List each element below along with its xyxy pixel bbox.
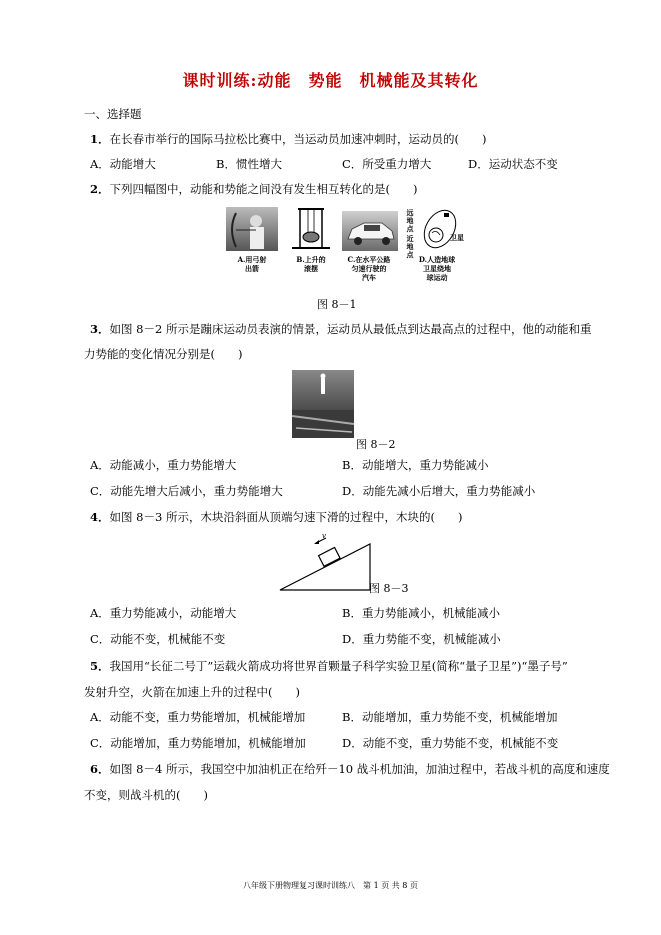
question-number: 6． bbox=[90, 762, 110, 776]
figure-caption-a: A.用弓射 出箭 bbox=[237, 255, 267, 273]
car-icon bbox=[342, 211, 398, 251]
figure-caption-c: C.在水平公路 匀速行驶的 汽车 bbox=[347, 255, 391, 282]
trampoline-photo bbox=[292, 370, 354, 438]
trampoline-icon bbox=[292, 370, 354, 438]
figure-8-1 bbox=[224, 205, 466, 297]
page-footer: 八年级下册物理复习课时训练八 第 1 页 共 8 页 bbox=[243, 881, 418, 890]
question-stem: 我国用“长征二号丁”运载火箭成功将世界首颗量子科学实验卫星(简称“量子卫星”)“墨子号” bbox=[109, 659, 568, 673]
incline-figure bbox=[278, 530, 374, 594]
question-2 bbox=[90, 181, 418, 197]
q4-option-d: D．重力势能不变，机械能减小 bbox=[342, 632, 501, 646]
figure-caption: 图 8－1 bbox=[317, 298, 357, 311]
figure-caption-b: B.上升的 滚摆 bbox=[296, 255, 326, 273]
q4-option-c: C．动能不变，机械能不变 bbox=[90, 632, 226, 646]
q5-option-d: D．动能不变，重力势能不变，机械能不变 bbox=[342, 736, 559, 750]
q3-option-c: C．动能先增大后减小，重力势能增大 bbox=[90, 484, 283, 498]
far-point-label: 远地点 bbox=[406, 208, 414, 233]
section-heading: 一、选择题 bbox=[84, 107, 142, 121]
q1-option-d: D．运动状态不变 bbox=[468, 157, 558, 171]
question-6-line-2: 不变，则战斗机的( ) bbox=[84, 788, 208, 802]
question-number: 1． bbox=[90, 132, 110, 146]
satellite-label: 卫星 bbox=[450, 233, 464, 242]
question-number: 2． bbox=[90, 182, 110, 196]
figure-caption-d: D.人造地球 卫星绕地 球运动 bbox=[418, 255, 456, 282]
satellite-orbit-figure bbox=[404, 205, 466, 257]
figure-caption: 图 8－3 bbox=[369, 582, 409, 595]
question-1 bbox=[90, 131, 487, 147]
question-stem: 下列四幅图中，动能和势能之间没有发生相互转化的是( ) bbox=[109, 182, 418, 196]
q4-option-a: A．重力势能减小，动能增大 bbox=[90, 606, 237, 620]
car-photo bbox=[342, 211, 398, 251]
archer-icon bbox=[226, 207, 278, 251]
velocity-label: v bbox=[322, 532, 326, 540]
q5-option-a: A．动能不变，重力势能增加，机械能增加 bbox=[90, 710, 306, 724]
figure-caption: 图 8－2 bbox=[356, 438, 396, 451]
question-6-line-1 bbox=[90, 761, 610, 777]
question-4 bbox=[90, 509, 462, 525]
q3-option-b: B．动能增大，重力势能减小 bbox=[342, 458, 489, 472]
question-number: 3． bbox=[90, 322, 110, 336]
q3-option-a: A．动能减小，重力势能增大 bbox=[90, 458, 237, 472]
question-stem: 如图 8－4 所示，我国空中加油机正在给歼－10 战斗机加油，加油过程中，若战斗机的高度和速度 bbox=[109, 762, 610, 776]
pendulum-icon bbox=[288, 207, 334, 251]
q5-option-c: C．动能增加，重力势能增加，机械能增加 bbox=[90, 736, 306, 750]
question-3-line-2: 力势能的变化情况分别是( ) bbox=[84, 347, 243, 361]
rolling-pendulum-figure bbox=[288, 207, 334, 251]
q1-option-a: A．动能增大 bbox=[90, 157, 156, 171]
question-number: 5． bbox=[90, 659, 110, 673]
q1-option-c: C．所受重力增大 bbox=[342, 157, 432, 171]
archer-photo bbox=[226, 207, 278, 251]
q5-option-b: B．动能增加，重力势能不变，机械能增加 bbox=[342, 710, 558, 724]
question-stem: 如图 8－2 所示是蹦床运动员表演的情景，运动员从最低点到达最高点的过程中，他的动能和重 bbox=[109, 322, 592, 336]
question-5-line-1 bbox=[90, 658, 568, 674]
q3-option-d: D．动能先减小后增大，重力势能减小 bbox=[342, 484, 536, 498]
question-3-line-1 bbox=[90, 321, 591, 337]
question-stem: 如图 8－3 所示，木块沿斜面从顶端匀速下滑的过程中，木块的( ) bbox=[109, 510, 463, 524]
question-stem: 在长春市举行的国际马拉松比赛中，当运动员加速冲刺时，运动员的( ) bbox=[109, 132, 487, 146]
wooden-block bbox=[319, 547, 340, 566]
question-5-line-2: 发射升空，火箭在加速上升的过程中( ) bbox=[84, 685, 300, 699]
q4-option-b: B．重力势能减小，机械能减小 bbox=[342, 606, 500, 620]
page-title: 课时训练:动能 势能 机械能及其转化 bbox=[182, 71, 479, 90]
q1-option-b: B．惯性增大 bbox=[216, 157, 282, 171]
near-point-label: 近地点 bbox=[406, 234, 414, 259]
question-number: 4． bbox=[90, 510, 110, 524]
incline-triangle bbox=[280, 544, 370, 590]
arrow-head-icon bbox=[314, 540, 319, 544]
